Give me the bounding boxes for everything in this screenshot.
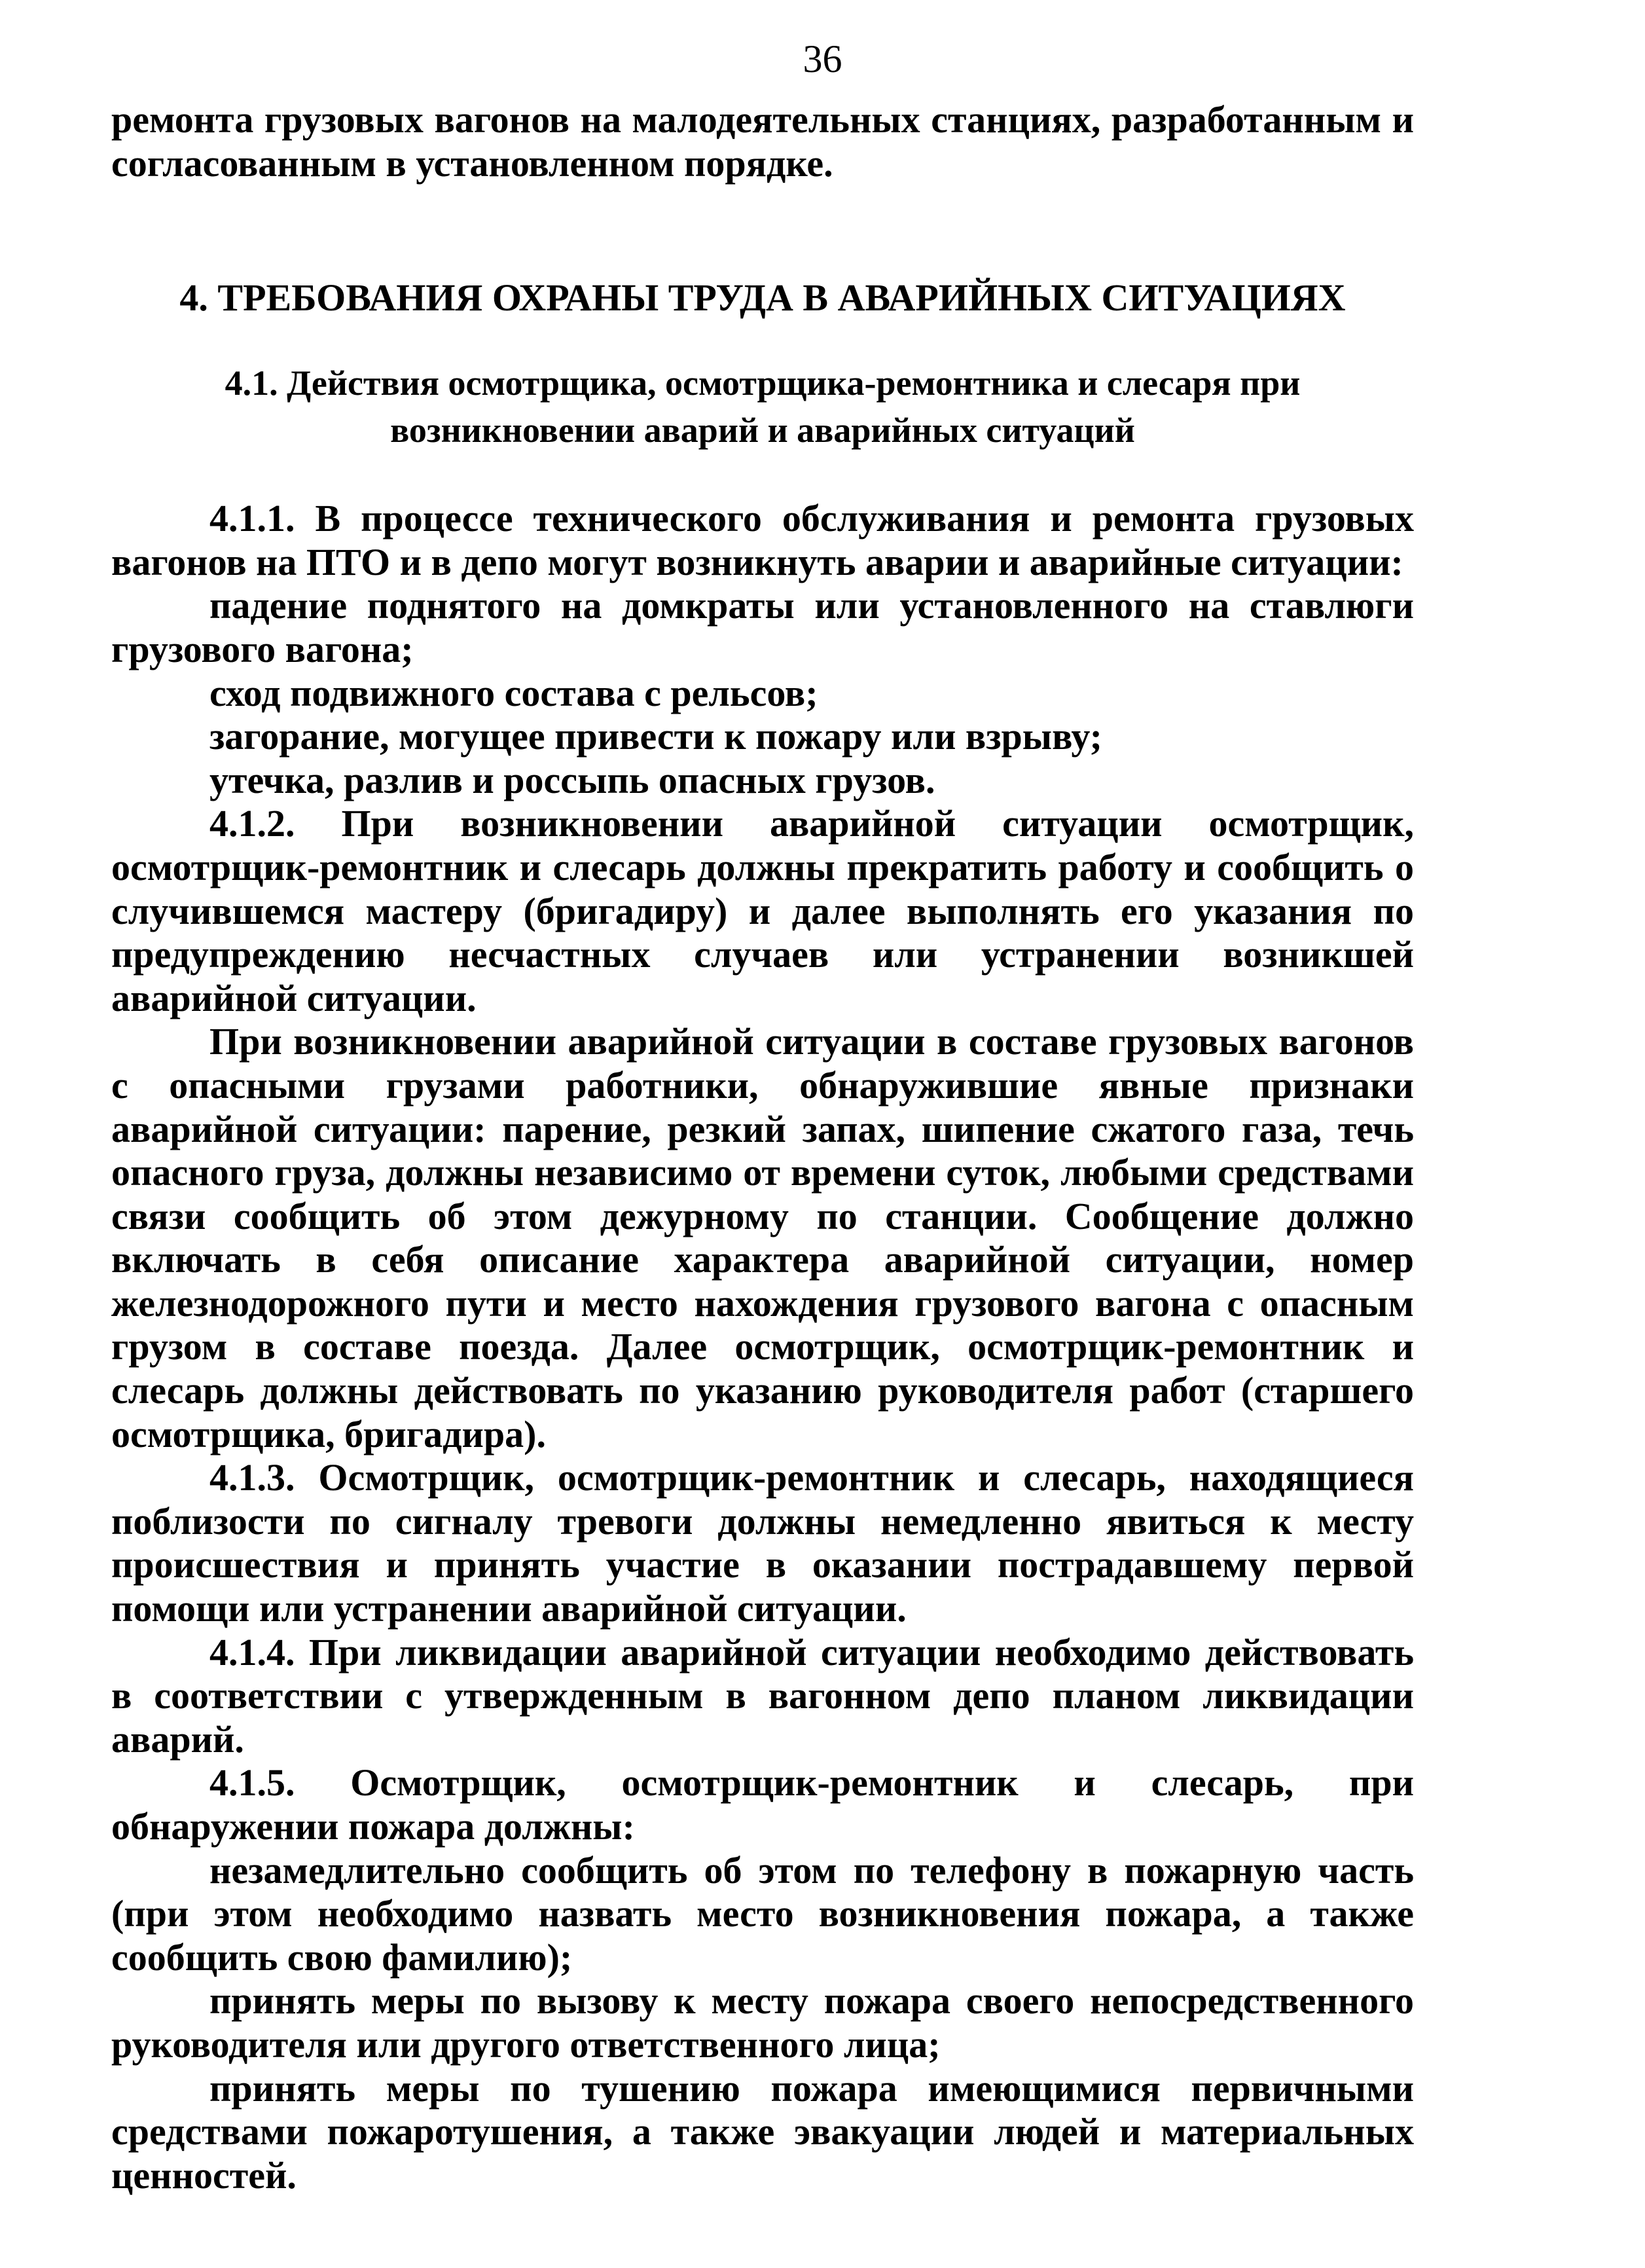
- page-number: 36: [803, 37, 842, 81]
- list-item-falling-wagon: падение поднятого на домкраты или установленного на ставлюги грузового вагона;: [111, 584, 1414, 670]
- paragraph-4-1-4: 4.1.4. При ликвидации аварийной ситуации необходимо действовать в соответствии с утвержденным в вагонном депо планом ликвидации аварий.: [111, 1630, 1414, 1761]
- page-content: [111, 98, 1414, 2197]
- subsection-heading-line1: 4.1. Действия осмотрщика, осмотрщика-ремонтника и слесаря при: [225, 363, 1301, 403]
- subsection-heading: [111, 359, 1414, 454]
- list-item-derailment: сход подвижного состава с рельсов;: [209, 671, 818, 714]
- paragraph-4-1-5: 4.1.5. Осмотрщик, осмотрщик-ремонтник и слесарь, при обнаружении пожара должны:: [111, 1761, 1414, 1848]
- list-item-call-supervisor: принять меры по вызову к месту пожара своего непосредственного руководителя или другого ответственного лица;: [111, 1979, 1414, 2066]
- list-item-extinguish: принять меры по тушению пожара имеющимися первичными средствами пожаротушения, а также эвакуации людей и материальных ценностей.: [111, 2066, 1414, 2197]
- subsection-heading-line2: возникновении аварий и аварийных ситуаций: [390, 411, 1135, 450]
- list-item-leak: утечка, разлив и россыпь опасных грузов.: [209, 758, 935, 801]
- list-item-ignition: загорание, могущее привести к пожару или взрыву;: [209, 715, 1102, 758]
- section-heading: 4. ТРЕБОВАНИЯ ОХРАНЫ ТРУДА В АВАРИЙНЫХ СИТУАЦИЯХ: [179, 276, 1346, 320]
- paragraph-dangerous-cargo: При возникновении аварийной ситуации в составе грузовых вагонов с опасными грузами работники, обнаружившие явные признаки аварийной ситуации: парение, резкий запах, шипение сжатого газа, течь опасного груза, должны независимо от времени суток, любыми средствами связи сообщить об этом дежурному по станции. Сообщение должно включать в себя описание характера аварийной ситуации, номер железнодорожного пути и место нахождения грузового вагона с опасным грузом в составе поезда. Далее осмотрщик, осмотрщик-ремонтник и слесарь должны действовать по указанию руководителя работ (старшего осмотрщика, бригадира).: [111, 1020, 1414, 1455]
- paragraph-4-1-3: 4.1.3. Осмотрщик, осмотрщик-ремонтник и слесарь, находящиеся поблизости по сигналу тревоги должны немедленно явиться к месту происшествия и принять участие в оказании пострадавшему первой помощи или устранении аварийной ситуации.: [111, 1456, 1414, 1630]
- intro-paragraph: ремонта грузовых вагонов на малодеятельных станциях, разработанным и согласованным в установленном порядке.: [111, 98, 1414, 185]
- list-item-call-fire-dept: незамедлительно сообщить об этом по телефону в пожарную часть (при этом необходимо назвать место возникновения пожара, а также сообщить свою фамилию);: [111, 1848, 1414, 1979]
- paragraph-4-1-2: 4.1.2. При возникновении аварийной ситуации осмотрщик, осмотрщик-ремонтник и слесарь должны прекратить работу и сообщить о случившемся мастеру (бригадиру) и далее выполнять его указания по предупреждению несчастных случаев или устранении возникшей аварийной ситуации.: [111, 802, 1414, 1019]
- paragraph-4-1-1: 4.1.1. В процессе технического обслуживания и ремонта грузовых вагонов на ПТО и в депо могут возникнуть аварии и аварийные ситуации:: [111, 497, 1414, 583]
